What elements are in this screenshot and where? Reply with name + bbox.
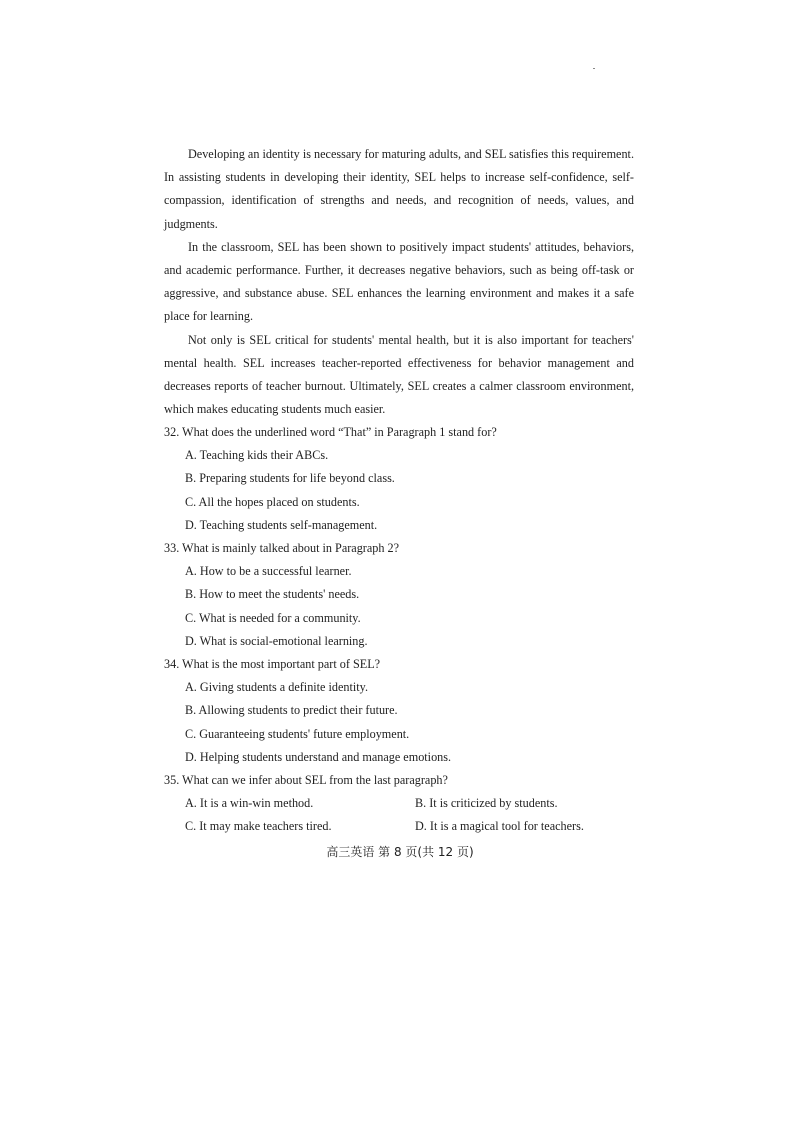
passage-paragraph: Developing an identity is necessary for maturing adults, and SEL satisfies this requirement. In assisting students in developing their identity, SEL helps to increase self-confidence, self-compassion, identification of strengths and needs, and recognition of needs, values, and judgments.	[164, 147, 634, 231]
question-stem: 32. What does the underlined word “That” in Paragraph 1 stand for?	[164, 425, 497, 439]
option-c: C. What is needed for a community.	[185, 610, 361, 625]
option-b: B. Allowing students to predict their future.	[185, 703, 398, 718]
scan-speck	[593, 68, 595, 69]
question-33	[164, 537, 644, 653]
question-34	[164, 653, 644, 769]
option-d: D. Teaching students self-management.	[185, 517, 378, 532]
option-d: D. Helping students understand and manage emotions.	[185, 749, 452, 764]
option-b: B. It is criticized by students.	[415, 796, 558, 811]
question-stem: 35. What can we infer about SEL from the last paragraph?	[164, 773, 448, 788]
option-list	[164, 444, 644, 537]
question-list	[164, 421, 644, 839]
question-stem: 33. What is mainly talked about in Paragraph 2?	[164, 541, 400, 556]
reading-passage	[164, 143, 634, 421]
option-a: A. Giving students a definite identity.	[185, 680, 369, 695]
option-c: C. Guaranteeing students' future employment.	[185, 726, 410, 741]
option-b: B. Preparing students for life beyond class.	[185, 471, 395, 486]
page-footer: 高三英语 第 8 页(共 12 页)	[326, 845, 474, 859]
passage-paragraph: Not only is SEL critical for students' mental health, but it is also important for teachers' mental health. SEL increases teacher-reported effectiveness for behavior management and decreases reports of teacher burnout. Ultimately, SEL creates a calmer classroom environment, which makes educating students much easier.	[164, 332, 634, 417]
option-c: C. It may make teachers tired.	[185, 819, 332, 834]
option-a: A. How to be a successful learner.	[185, 564, 352, 579]
option-d: D. It is a magical tool for teachers.	[415, 819, 584, 834]
option-list	[164, 792, 644, 838]
option-a: A. It is a win-win method.	[185, 796, 314, 811]
option-list	[164, 560, 644, 653]
option-b: B. How to meet the students' needs.	[185, 587, 360, 602]
option-d: D. What is social-emotional learning.	[185, 633, 368, 648]
option-a: A. Teaching kids their ABCs.	[185, 448, 329, 463]
question-32	[164, 421, 644, 537]
question-35	[164, 769, 644, 839]
option-c: C. All the hopes placed on students.	[185, 494, 360, 509]
option-list	[164, 676, 644, 769]
passage-paragraph: In the classroom, SEL has been shown to positively impact students' attitudes, behaviors, and academic performance. Further, it decreases negative behaviors, such as being off-task or aggressive, and substance abuse. SEL enhances the learning environment and makes it a safe place for learning.	[164, 239, 634, 324]
question-stem: 34. What is the most important part of SEL?	[164, 657, 381, 672]
